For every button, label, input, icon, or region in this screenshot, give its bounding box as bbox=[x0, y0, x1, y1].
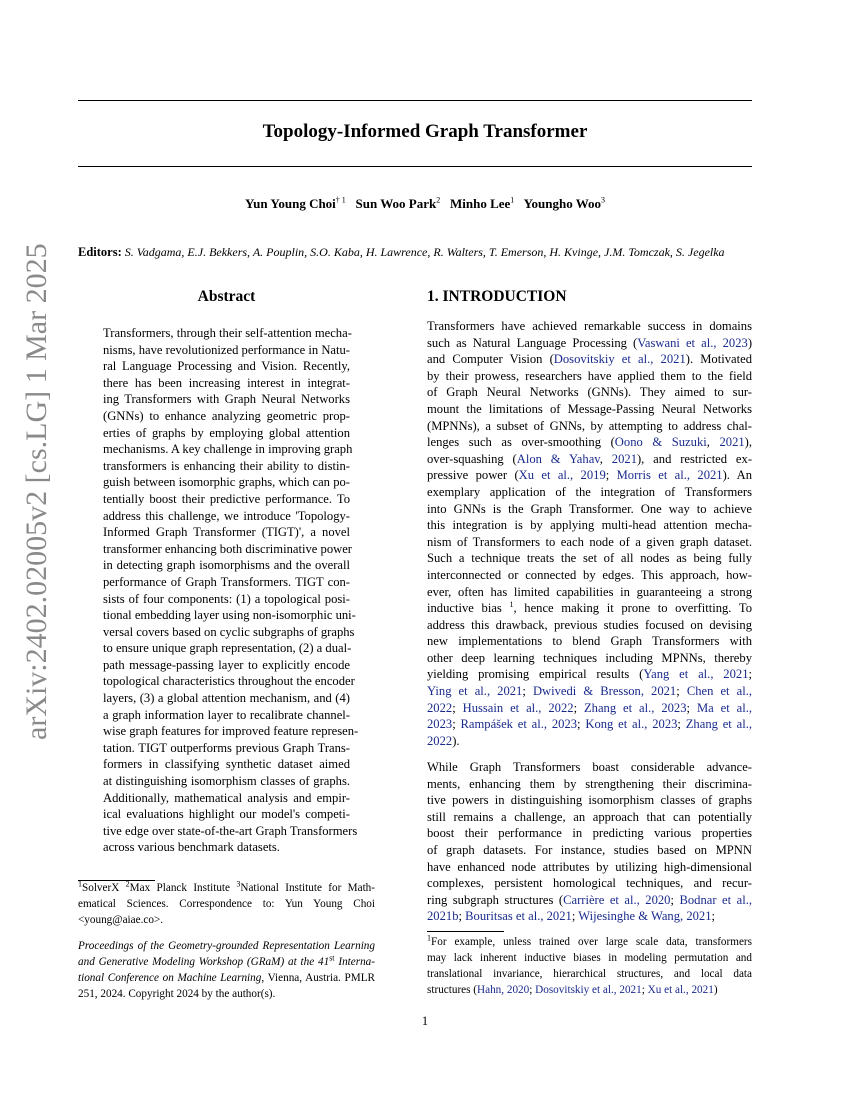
text-run: at distinguishing isomorphism classes of graphs. bbox=[103, 774, 350, 789]
text-run: ; bbox=[711, 909, 716, 924]
text-line bbox=[427, 683, 752, 700]
text-run: ; bbox=[458, 909, 466, 924]
text-run: versal covers based on cyclic subgraphs of graphs bbox=[103, 624, 355, 639]
text-run: layers, (3) a global attention mechanism, and (4) bbox=[103, 691, 350, 706]
text-line bbox=[427, 966, 752, 982]
text-run: ring subgraph structures ( bbox=[427, 892, 564, 907]
text-line bbox=[427, 842, 752, 859]
citation-link[interactable]: Vaswani et al., 2023 bbox=[637, 335, 748, 350]
citation-link[interactable]: Ying et al., 2021 bbox=[427, 684, 523, 699]
text-line bbox=[427, 650, 752, 667]
text-run: yielding promising empirical results ( bbox=[427, 667, 644, 682]
citation-link[interactable]: Hahn, 2020 bbox=[477, 984, 530, 996]
text-line bbox=[103, 723, 359, 740]
text-run: ical evaluations highlight our model's competi- bbox=[103, 807, 350, 822]
text-run: and Computer Vision ( bbox=[427, 352, 554, 367]
text-line bbox=[103, 391, 350, 408]
text-run: there has been increasing interest in integrat- bbox=[103, 375, 350, 390]
text-run: across various benchmark datasets. bbox=[103, 840, 280, 855]
italic-run: and Generative Modeling Workshop (GRaM) at the 41 bbox=[78, 956, 330, 968]
text-run: ; bbox=[452, 717, 461, 732]
text-line bbox=[103, 557, 350, 574]
text-line bbox=[103, 740, 350, 757]
text-run: Transformers have achieved remarkable success in domains bbox=[427, 319, 752, 333]
text-run: ever, often has limited capabilities in guaranteeing a strong bbox=[427, 584, 752, 599]
text-line bbox=[103, 491, 350, 508]
text-run: exemplary application of the integration of Transformers bbox=[427, 484, 752, 499]
text-run: For example, unless trained over large scale data, transformers bbox=[431, 936, 752, 948]
text-run: , bbox=[706, 435, 720, 450]
citation-link[interactable]: 2023 bbox=[427, 717, 453, 732]
text-line bbox=[427, 892, 752, 909]
text-run: , Vienna, Austria. PMLR bbox=[261, 972, 375, 984]
text-line bbox=[427, 716, 752, 733]
title-rule bbox=[78, 166, 752, 167]
text-line bbox=[427, 401, 752, 418]
citation-link[interactable]: Ma et al., bbox=[696, 700, 753, 715]
text-run: ; bbox=[571, 909, 579, 924]
citation-link[interactable]: Wijesinghe & Wang, 2021 bbox=[578, 909, 712, 924]
text-line bbox=[78, 912, 375, 928]
text-line bbox=[78, 880, 375, 896]
author bbox=[524, 196, 605, 211]
text-run: nism of Transformers to each node of a given graph dataset. bbox=[427, 534, 752, 549]
citation-link[interactable]: 2022 bbox=[427, 733, 453, 748]
text-line bbox=[427, 875, 752, 892]
text-run: performance of Graph Transformers. TIGT con- bbox=[103, 574, 350, 589]
text-line bbox=[103, 823, 358, 840]
section-heading: 1. INTRODUCTION bbox=[427, 288, 567, 305]
text-line bbox=[103, 574, 350, 591]
text-line bbox=[78, 938, 375, 954]
text-run: ; bbox=[670, 892, 680, 907]
text-line bbox=[427, 733, 752, 750]
text-run: ; bbox=[686, 700, 697, 715]
text-run: Transformers, through their self-attention mecha- bbox=[103, 326, 352, 340]
text-run: ) bbox=[713, 984, 718, 996]
superscript-marker: 1 bbox=[78, 879, 82, 889]
citation-link[interactable]: Rampášek et al., 2023 bbox=[460, 717, 578, 732]
text-line bbox=[78, 986, 375, 1002]
text-run: erties of graphs by employing global attention bbox=[103, 425, 350, 440]
text-line bbox=[427, 825, 752, 842]
text-line bbox=[427, 451, 752, 468]
text-run: ; bbox=[677, 717, 686, 732]
text-run: ematical Sciences. Correspondence to: Yun Young Choi bbox=[78, 898, 375, 910]
text-run: to ensure unique graph representation, (2) a dual- bbox=[103, 641, 352, 656]
text-line bbox=[427, 666, 752, 683]
text-run: tive edge over state-of-the-art Graph Transformers bbox=[103, 823, 358, 838]
text-line bbox=[427, 950, 752, 966]
footnote-1 bbox=[427, 934, 752, 998]
text-run: Such a technique treats the set of all nodes as being fully bbox=[427, 551, 752, 566]
text-run: ral Language Processing and Vision. Recently, bbox=[103, 359, 350, 374]
text-line bbox=[103, 624, 355, 641]
text-line bbox=[103, 541, 350, 558]
text-run: by their prowess, researchers have applied them to the field bbox=[427, 368, 752, 383]
text-line bbox=[103, 425, 350, 442]
italic-run: Proceedings of the Geometry-grounded Representation Learning bbox=[78, 940, 375, 952]
text-run: (MPNNs), a subset of GNNs, by attempting to address chal- bbox=[427, 418, 752, 433]
text-run: transformers is enhancing their ability to distin- bbox=[103, 458, 350, 473]
text-run: ; bbox=[676, 684, 687, 699]
author-affiliation: 3 bbox=[601, 195, 606, 205]
text-run: nisms, have revolutionized performance in Natu- bbox=[103, 342, 350, 357]
text-line bbox=[103, 342, 350, 359]
text-line bbox=[427, 534, 752, 551]
citation-link[interactable]: Oono & Suzuki bbox=[614, 435, 707, 450]
superscript-marker: 1 bbox=[509, 599, 514, 609]
citation-link[interactable]: Xu et al., 2019 bbox=[518, 468, 606, 483]
author-list bbox=[0, 196, 850, 212]
text-line bbox=[427, 501, 752, 518]
text-run: address this drawback, previous studies focused on devising bbox=[427, 617, 752, 632]
text-run: transformer enhancing both discriminative power bbox=[103, 541, 352, 556]
text-line bbox=[103, 657, 350, 674]
text-run: National Institute for Math- bbox=[240, 882, 376, 894]
text-run: other deep learning techniques including MPNNs, thereby bbox=[427, 650, 752, 665]
text-line bbox=[427, 908, 752, 925]
text-line bbox=[427, 567, 752, 584]
text-line bbox=[103, 474, 350, 491]
citation-link[interactable]: 2022 bbox=[427, 700, 453, 715]
text-line bbox=[103, 524, 350, 541]
editors-label: Editors: bbox=[78, 245, 122, 259]
text-run: ; bbox=[573, 700, 584, 715]
citation-link[interactable]: Dosovitskiy et al., 2021 bbox=[535, 984, 642, 996]
text-line bbox=[427, 776, 752, 793]
citation-link[interactable]: Bouritsas et al., 2021 bbox=[465, 909, 572, 924]
text-run: of graph datasets. For instance, studies based on MPNN bbox=[427, 842, 752, 857]
text-run: of Graph Neural Networks (GNNs). They aimed to sur- bbox=[427, 385, 752, 400]
text-run: tentially boost their predictive performance. To bbox=[103, 491, 350, 506]
text-line bbox=[427, 368, 752, 385]
text-line bbox=[78, 954, 375, 970]
citation-link[interactable]: Hussain et al., 2022 bbox=[462, 700, 574, 715]
author-affiliation: 2 bbox=[436, 195, 441, 205]
citation-link[interactable]: Alon & Yahav bbox=[516, 451, 600, 466]
text-run: tional embedding layer using non-isomorphic uni- bbox=[103, 608, 356, 623]
text-line bbox=[427, 633, 752, 650]
author-name: Sun Woo Park bbox=[355, 196, 437, 211]
author bbox=[356, 196, 441, 211]
text-run: translational invariance, hierarchical structures, and local data bbox=[427, 968, 752, 980]
text-line bbox=[427, 351, 752, 368]
text-run: ), bbox=[744, 435, 752, 450]
text-line bbox=[427, 809, 752, 826]
text-run: address this challenge, we introduce 'Topology- bbox=[103, 508, 350, 523]
citation-link[interactable]: Chen et al., bbox=[686, 684, 753, 699]
text-line bbox=[78, 896, 375, 912]
text-run: mount the limitations of Message-Passing Neural Networks bbox=[427, 401, 752, 416]
arxiv-identifier: arXiv:2402.02005v2 [cs.LG] 1 Mar 2025 bbox=[20, 243, 53, 740]
text-run: still remains a challenge, an approach that can potentially bbox=[427, 809, 752, 824]
text-run: may lack inherent inductive biases in modeling permutation and bbox=[427, 952, 752, 964]
page-number: 1 bbox=[421, 1014, 429, 1028]
citation-link[interactable]: Carrière et al., 2020 bbox=[563, 892, 671, 907]
text-run: ments, enhancing them by strengthening their discrimina- bbox=[427, 776, 752, 791]
text-run: mechanisms. A key challenge in improving graph bbox=[103, 442, 353, 457]
author-name: Yun Young Choi bbox=[244, 196, 336, 211]
text-run: have enhanced node attributes by utilizing high-dimensional bbox=[427, 859, 752, 874]
author-name: Youngho Woo bbox=[523, 196, 602, 211]
proceedings-note bbox=[78, 938, 375, 1002]
text-run: SolverX bbox=[82, 882, 126, 894]
superscript-marker: 1 bbox=[427, 933, 431, 943]
paper-title: Topology-Informed Graph Transformer bbox=[262, 121, 588, 142]
text-run: into GNNs is the Graph Transformer. One way to achieve bbox=[427, 501, 752, 516]
text-run: wise graph features for improved feature represen- bbox=[103, 724, 359, 739]
abstract-heading: Abstract bbox=[197, 288, 256, 305]
text-run: ; bbox=[529, 984, 536, 996]
text-line bbox=[103, 640, 350, 657]
italic-run: tional Conference on Machine Learning bbox=[78, 972, 262, 984]
text-line bbox=[78, 970, 375, 986]
text-line bbox=[103, 773, 350, 790]
text-run: over-squashing ( bbox=[427, 451, 517, 466]
citation-link[interactable]: Xu et al., 2021 bbox=[647, 984, 714, 996]
text-run: structures ( bbox=[427, 984, 478, 996]
text-run: , bbox=[599, 451, 612, 466]
intro-paragraph-1 bbox=[427, 318, 752, 749]
text-line bbox=[427, 434, 752, 451]
text-line bbox=[103, 325, 350, 342]
editors-names: S. Vadgama, E.J. Bekkers, A. Pouplin, S.O. Kaba, H. Lawrence, R. Walters, T. Emerson, H. Kvinge, J.M. Tomczak, S. Jegelka bbox=[124, 245, 725, 259]
text-run: 251, 2024. Copyright 2024 by the author(s). bbox=[78, 988, 276, 1000]
text-line bbox=[103, 441, 353, 458]
text-line bbox=[103, 673, 355, 690]
abstract-body bbox=[103, 325, 359, 856]
text-line bbox=[427, 600, 752, 617]
text-run: tive powers in distinguishing isomorphism classes of graphs bbox=[427, 793, 752, 808]
text-run: ). Motivated bbox=[685, 352, 752, 367]
text-run: sists of four components: (1) a topological posi- bbox=[103, 591, 350, 606]
author-affiliation: 1 bbox=[510, 195, 515, 205]
text-line bbox=[103, 607, 356, 624]
text-line bbox=[103, 756, 350, 773]
author bbox=[450, 196, 514, 211]
text-run: interconnected or connected by edges. This approach, how- bbox=[427, 567, 752, 582]
text-run: ; bbox=[522, 684, 533, 699]
text-run: boost their performance in predicting various properties bbox=[427, 826, 752, 841]
text-run: formers in classifying synthetic dataset aimed bbox=[103, 757, 350, 772]
text-line bbox=[427, 517, 752, 534]
text-line bbox=[103, 358, 350, 375]
text-run: ; bbox=[605, 468, 617, 483]
text-line bbox=[427, 934, 752, 950]
citation-link[interactable]: Dwivedi & Bresson, 2021 bbox=[532, 684, 677, 699]
top-rule bbox=[78, 100, 752, 101]
text-line bbox=[427, 859, 752, 876]
text-line bbox=[103, 375, 350, 392]
citation-link[interactable]: 2021 bbox=[719, 435, 745, 450]
text-run: ing Transformers with Graph Neural Networks bbox=[103, 392, 350, 407]
text-line bbox=[103, 591, 350, 608]
text-run: ; bbox=[452, 700, 463, 715]
text-run: ), and restricted ex- bbox=[636, 451, 753, 466]
text-run: a graph information layer to recalibrate channel- bbox=[103, 707, 350, 722]
text-run: , hence making it prone to overfitting. To bbox=[513, 601, 752, 616]
text-line bbox=[427, 982, 752, 998]
author-affiliation: † 1 bbox=[335, 195, 346, 205]
text-run: ; bbox=[748, 667, 752, 682]
superscript-marker: 2 bbox=[125, 879, 130, 889]
citation-link[interactable]: 2021 bbox=[611, 451, 637, 466]
text-line bbox=[427, 467, 752, 484]
author bbox=[245, 196, 346, 211]
text-run: Max Planck Institute bbox=[129, 882, 237, 894]
text-run: While Graph Transformers boast considerable advance- bbox=[427, 760, 752, 774]
text-line bbox=[103, 790, 350, 807]
text-line bbox=[427, 318, 752, 335]
text-run: ) bbox=[747, 335, 753, 350]
editors-line bbox=[78, 245, 758, 260]
text-run: lenges such as over-smoothing ( bbox=[427, 435, 615, 450]
text-run: ; bbox=[577, 717, 586, 732]
text-run: Informed Graph Transformer (TIGT)', a novel bbox=[103, 525, 350, 540]
text-line bbox=[427, 550, 752, 567]
text-line bbox=[427, 384, 752, 401]
text-line bbox=[103, 408, 350, 425]
citation-link[interactable]: Morris et al., 2021 bbox=[616, 468, 723, 483]
citation-link[interactable]: Dosovitskiy et al., 2021 bbox=[553, 352, 686, 367]
italic-run: Interna- bbox=[334, 956, 375, 968]
text-line bbox=[427, 335, 752, 352]
text-line bbox=[103, 508, 350, 525]
citation-link[interactable]: Zhang et al., 2023 bbox=[583, 700, 687, 715]
superscript-marker: 3 bbox=[236, 879, 241, 889]
text-run: inductive bias bbox=[427, 601, 510, 616]
text-line bbox=[103, 806, 350, 823]
text-line bbox=[427, 759, 752, 776]
text-run: guish between isomorphic graphs, which can po- bbox=[103, 475, 350, 490]
text-line bbox=[427, 584, 752, 601]
text-line bbox=[427, 484, 752, 501]
text-run: topological characteristics throughout the encoder bbox=[103, 674, 355, 689]
text-run: tation. TIGT outperforms previous Graph Trans- bbox=[103, 740, 350, 755]
text-run: path message-passing layer to explicitly encode bbox=[103, 657, 350, 672]
text-line bbox=[103, 458, 350, 475]
citation-link[interactable]: Zhang et al., bbox=[685, 717, 752, 732]
text-line bbox=[427, 792, 752, 809]
citation-link[interactable]: Yang et al., 2021 bbox=[643, 667, 749, 682]
intro-paragraph-2 bbox=[427, 759, 752, 925]
text-line bbox=[103, 839, 350, 856]
text-run: ; bbox=[641, 984, 648, 996]
citation-link[interactable]: 2021b bbox=[427, 909, 459, 924]
affiliations-footnote bbox=[78, 880, 375, 928]
text-line bbox=[103, 707, 350, 724]
citation-link[interactable]: Kong et al., 2023 bbox=[585, 717, 678, 732]
text-run: in detecting graph isomorphisms and the overall bbox=[103, 558, 350, 573]
text-run: pressive power ( bbox=[427, 468, 519, 483]
text-line bbox=[427, 418, 752, 435]
text-run: complexes, persistent homological techniques, and recur- bbox=[427, 876, 752, 891]
text-run: (GNNs) to enhance analyzing geometric prop- bbox=[103, 408, 350, 423]
text-run: ). bbox=[452, 733, 460, 748]
citation-link[interactable]: Bodnar et al., bbox=[679, 892, 752, 907]
text-run: new implementations to blend Graph Transformers with bbox=[427, 634, 752, 649]
text-line bbox=[103, 690, 350, 707]
text-line bbox=[427, 617, 752, 634]
text-run: such as Natural Language Processing ( bbox=[427, 335, 638, 350]
text-run: ). An bbox=[722, 468, 752, 483]
author-name: Minho Lee bbox=[449, 196, 511, 211]
text-run: <young@aiae.co>. bbox=[78, 914, 164, 926]
superscript-marker: st bbox=[329, 953, 335, 963]
text-run: Additionally, mathematical analysis and empir- bbox=[103, 790, 350, 805]
text-line bbox=[427, 700, 752, 717]
text-run: this integration is by applying multi-head attention mecha- bbox=[427, 518, 752, 533]
footnote-rule bbox=[427, 931, 504, 932]
